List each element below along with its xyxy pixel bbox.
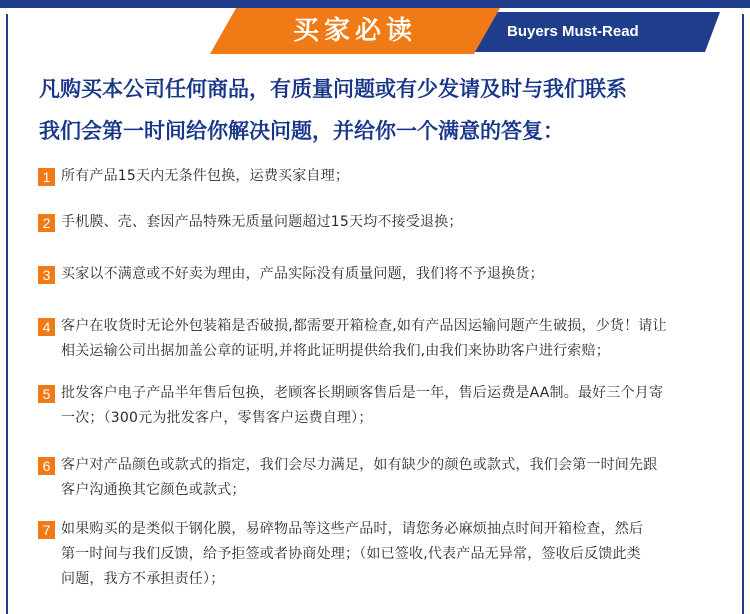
rule-text: 客户对产品颜色或款式的指定，我们会尽力满足，如有缺少的颜色或款式，我们会第一时间先跟 客户沟通换其它颜色或款式； <box>61 457 658 498</box>
rule-text: 客户在收货时无论外包装箱是否破损,都需要开箱检查,如有产品因运输问题产生破损，少货！请让 相关运输公司出据加盖公章的证明,并将此证明提供给我们,由我们来协助客户进行索赔； <box>61 318 667 359</box>
rule-item-6 <box>38 453 738 503</box>
rule-item-5 <box>38 381 738 431</box>
rule-item-4 <box>38 314 738 364</box>
rule-text: 批发客户电子产品半年售后包换，老顾客长期顾客售后是一年，售后运费是AA制。最好三个月寄 一次；（300元为批发客户，零售客户运费自理）； <box>61 385 664 426</box>
rule-item-3 <box>38 262 738 287</box>
rule-text: 买家以不满意或不好卖为理由，产品实际没有质量问题，我们将不予退换货； <box>61 266 544 282</box>
rule-number-badge: 2 <box>38 214 55 232</box>
top-border <box>0 0 750 8</box>
rule-number-badge: 1 <box>38 168 55 186</box>
banner-en-title: Buyers Must-Read <box>507 23 639 40</box>
banner-cn-title: 买家必读 <box>292 16 417 46</box>
rule-number-badge: 4 <box>38 318 55 336</box>
rule-item-2 <box>38 210 738 235</box>
rule-item-1 <box>38 164 738 189</box>
rule-number-badge: 5 <box>38 385 55 403</box>
rule-item-7 <box>38 517 738 592</box>
rule-text: 如果购买的是类似于钢化膜，易碎物品等这些产品时，请您务必麻烦抽点时间开箱检查，然后 第一时间与我们反馈，给予拒签或者协商处理；（如已签收,代表产品无异常，签收后反馈此类 问题，我方不承担责任）； <box>61 521 644 587</box>
rule-number-badge: 3 <box>38 266 55 284</box>
rule-number-badge: 7 <box>38 521 55 539</box>
headline-line-1: 凡购买本公司任何商品，有质量问题或有少发请及时与我们联系 <box>39 77 627 101</box>
headline-line-2: 我们会第一时间给你解决问题，并给你一个满意的答复： <box>39 119 564 143</box>
rule-text: 手机膜、壳、套因产品特殊无质量问题超过15天均不接受退换； <box>61 214 463 230</box>
rule-number-badge: 6 <box>38 457 55 475</box>
rule-text: 所有产品15天内无条件包换，运费买家自理； <box>61 168 350 184</box>
